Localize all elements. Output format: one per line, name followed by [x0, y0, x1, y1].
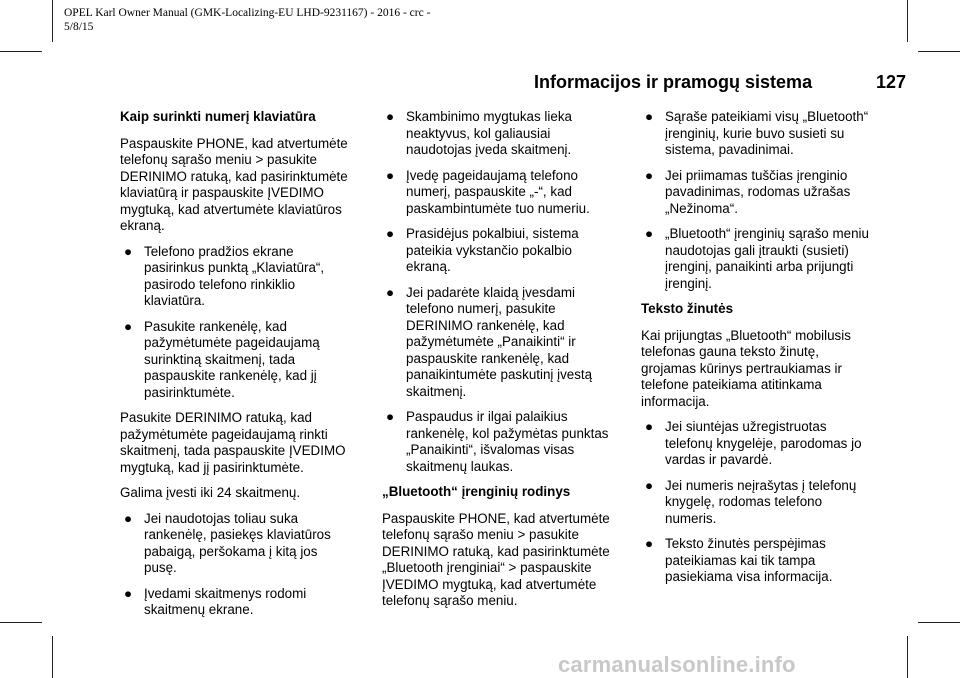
bullet-text: Jei naudotojas toliau suka rankenėlę, pasiekęs klaviatūros pabaigą, peršokama į kitą jos pusę.: [144, 510, 331, 575]
bullet-item: [641, 419, 873, 469]
bullet-item: [382, 409, 614, 475]
text-column-3: [641, 109, 873, 595]
bullet-text: Prasidėjus pokalbiui, sistema pateikia vykstančio pokalbio ekraną.: [406, 226, 579, 274]
watermark: carmanualsonline.info: [558, 652, 796, 677]
bullet-text: Įvedami skaitmenys rodomi skaitmenų ekrane.: [144, 585, 307, 617]
bullet-text: Paspaudus ir ilgai palaikius rankenėlę, kol pažymėtas punktas „Panaikinti“, išvalomas visas skaitmenų laukas.: [406, 409, 609, 474]
crop-mark: [918, 51, 960, 52]
bullet-text: Jei priimamas tuščias įrenginio pavadinimas, rodomas užrašas „Nežinoma“.: [665, 167, 851, 216]
bullet-icon: ●: [386, 409, 395, 424]
bullet-item: [382, 285, 614, 401]
bullet-text: Telefono pradžios ekrane pasirinkus punktą „Klaviatūra“, pasirodo telefono rinkiklio klaviatūra.: [144, 243, 325, 308]
bullet-item: [382, 168, 614, 218]
bullet-text: Jei numeris neįrašytas į telefonų knygelę, rodomas telefono numeris.: [665, 477, 857, 526]
bullet-item: [120, 511, 352, 577]
bullet-icon: ●: [645, 536, 654, 551]
bullet-icon: ●: [386, 284, 395, 300]
bullet-text: Teksto žinutės perspėjimas pateikiamas kai tik tampa pasiekiama visa informacija.: [665, 536, 833, 584]
bullet-icon: ●: [645, 477, 654, 493]
bullet-item: [641, 478, 873, 528]
bullet-text: Jei padarėte klaidą įvesdami telefono numerį, pasukite DERINIMO rankenėlę, kad pažymėtumėte „Panaikinti“ ir paspauskite rankenėlę, kad panaikintumėte paskutinį įvestą skaitmenį.: [406, 284, 593, 399]
print-metadata-line: 5/8/15: [64, 21, 94, 33]
running-header: [534, 72, 906, 94]
bullet-text: Sąraše pateikiami visų „Bluetooth“ įrenginių, kurie buvo susieti su sistema, pavadinimai.: [665, 109, 869, 157]
bullet-item: [382, 109, 614, 159]
subheading: „Bluetooth“ įrenginių rodinys: [382, 484, 571, 499]
paragraph: Pasukite DERINIMO ratuką, kad pažymėtumėte pageidaujamą rinkti skaitmenį, tada paspauskite ĮVEDIMO mygtuką, kad jį pasirinktumėte.: [120, 410, 346, 475]
section-title: Informacijos ir pramogų sistema: [534, 72, 813, 92]
bullet-icon: ●: [124, 585, 133, 601]
subheading: Teksto žinutės: [641, 301, 734, 316]
paragraph: Paspauskite PHONE, kad atvertumėte telefonų sąrašo meniu > pasukite DERINIMO ratuką, kad pasirinktumėte klaviatūrą ir paspauskite ĮVEDIMO mygtuką, kad atvertumėte klaviatūros ekraną.: [120, 135, 348, 233]
bullet-text: „Bluetooth“ įrenginių sąrašo meniu naudotojas gali įtraukti (susieti) įrenginį, panaikinti arba prijungti įrenginį.: [665, 226, 869, 291]
print-metadata: [64, 6, 430, 34]
page-number: 127: [875, 72, 906, 92]
bullet-icon: ●: [386, 226, 395, 241]
crop-mark: [0, 622, 42, 623]
subheading: Kaip surinkti numerį klaviatūra: [120, 109, 316, 124]
text-column-2: [382, 109, 614, 619]
crop-mark: [907, 636, 908, 678]
bullet-icon: ●: [386, 109, 395, 124]
bullet-icon: ●: [124, 243, 133, 259]
bullet-item: [641, 536, 873, 586]
bullet-icon: ●: [645, 109, 654, 124]
bullet-icon: ●: [645, 167, 654, 183]
bullet-text: Jei siuntėjas užregistruotas telefonų knygelėje, parodomas jo vardas ir pavardė.: [665, 419, 862, 467]
bullet-item: [120, 244, 352, 310]
bullet-item: [120, 586, 352, 619]
paragraph: Galima įvesti iki 24 skaitmenų.: [120, 485, 301, 500]
print-metadata-line: OPEL Karl Owner Manual (GMK-Localizing-EU LHD-9231167) - 2016 - crc -: [64, 7, 431, 19]
bullet-icon: ●: [386, 167, 395, 183]
crop-mark: [52, 0, 53, 42]
bullet-item: [641, 109, 873, 159]
paragraph: Kai prijungtas „Bluetooth“ mobilusis telefonas gauna teksto žinutę, grojamas kūrinys pertraukiamas ir telefone pateikiama atitinkama informacija.: [641, 327, 851, 409]
paragraph: Paspauskite PHONE, kad atvertumėte telefonų sąrašo meniu > pasukite DERINIMO ratuką, kad pasirinktumėte „Bluetooth įrenginiai“ > paspauskite ĮVEDIMO mygtuką, kad atvertumėte telefonų sąrašo meniu.: [382, 510, 610, 608]
bullet-icon: ●: [645, 226, 654, 241]
crop-mark: [52, 636, 53, 678]
bullet-item: [641, 168, 873, 218]
bullet-text: Įvedę pageidaujamą telefono numerį, paspauskite „-“, kad paskambintumėte tuo numeriu.: [406, 167, 590, 216]
bullet-icon: ●: [124, 510, 133, 526]
crop-mark: [0, 51, 42, 52]
text-column-1: [120, 109, 352, 628]
bullet-text: Skambinimo mygtukas lieka neaktyvus, kol galiausiai naudotojas įveda skaitmenį.: [406, 109, 572, 157]
bullet-item: [382, 226, 614, 276]
bullet-icon: ●: [124, 318, 133, 334]
bullet-icon: ●: [645, 419, 654, 434]
crop-mark: [918, 622, 960, 623]
bullet-item: [120, 319, 352, 402]
bullet-text: Pasukite rankenėlę, kad pažymėtumėte pageidaujamą surinktiną skaitmenį, tada paspauskite rankenėlę, kad jį pasirinktumėte.: [144, 318, 320, 400]
crop-mark: [907, 0, 908, 42]
bullet-item: [641, 226, 873, 292]
